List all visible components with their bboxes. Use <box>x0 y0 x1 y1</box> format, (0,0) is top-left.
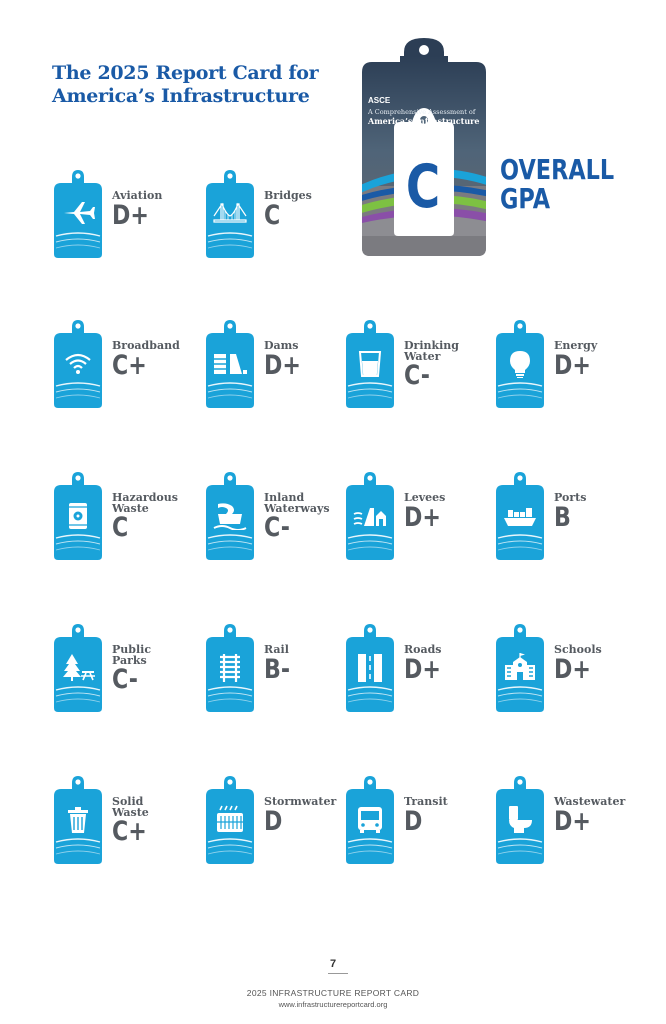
category-bridges <box>204 168 344 264</box>
tree-picnic-icon <box>60 652 96 682</box>
category-tag <box>52 774 104 866</box>
category-name: Solid Waste <box>112 795 149 819</box>
bus-icon <box>352 804 388 834</box>
boat-icon <box>212 500 248 530</box>
bridge-icon <box>212 198 248 228</box>
category-tag <box>494 470 546 562</box>
category-grade: D+ <box>264 350 301 381</box>
airplane-icon <box>60 198 96 228</box>
category-ports <box>494 470 634 566</box>
category-name: Public Parks <box>112 643 152 667</box>
category-grade: D+ <box>554 806 591 837</box>
category-rail <box>204 622 344 718</box>
page-title <box>52 62 318 108</box>
category-inland-waterways <box>204 470 344 566</box>
category-tag <box>204 470 256 562</box>
overall-grade: C <box>405 152 441 222</box>
category-tag <box>344 774 396 866</box>
category-grade: D <box>404 806 423 837</box>
footer-title: 2025 INFRASTRUCTURE REPORT CARD <box>246 988 420 998</box>
category-grade: C <box>112 512 129 543</box>
category-grade: C- <box>404 360 430 391</box>
category-tag <box>52 168 104 260</box>
category-name: Dams <box>264 339 299 352</box>
footer-url: www.infrastructurereportcard.org <box>278 1000 388 1009</box>
category-tag <box>204 318 256 410</box>
category-name: Aviation <box>112 189 163 202</box>
category-dams <box>204 318 344 414</box>
category-tag <box>344 470 396 562</box>
asce-logo: ASCE <box>368 96 391 105</box>
category-grade: D+ <box>112 200 149 231</box>
category-name: Energy <box>554 339 598 352</box>
category-grade: D+ <box>554 654 591 685</box>
category-name: Hazardous Waste <box>112 491 178 515</box>
category-wastewater <box>494 774 634 870</box>
category-name: Schools <box>554 643 602 656</box>
category-levees <box>344 470 484 566</box>
category-name: Inland Waterways <box>264 491 330 515</box>
overall-gpa-label <box>500 155 614 213</box>
trash-can-icon <box>60 804 96 834</box>
hazard-barrel-icon <box>60 500 96 530</box>
category-grade: C <box>264 200 281 231</box>
category-tag <box>494 622 546 714</box>
category-name: Stormwater <box>264 795 337 808</box>
category-solid-waste <box>52 774 192 870</box>
report-card-cover <box>358 36 490 258</box>
rail-track-icon <box>212 652 248 682</box>
category-name: Levees <box>404 491 446 504</box>
category-drinking-water <box>344 318 484 414</box>
category-tag <box>204 622 256 714</box>
dam-icon <box>212 348 248 378</box>
category-grade: B <box>554 502 571 533</box>
title-line-2: America’s Infrastructure <box>52 85 310 107</box>
road-icon <box>352 652 388 682</box>
category-stormwater <box>204 774 344 870</box>
category-name: Bridges <box>264 189 312 202</box>
category-grade: C- <box>264 512 290 543</box>
category-name: Broadband <box>112 339 180 352</box>
category-name: Rail <box>264 643 289 656</box>
category-name: Transit <box>404 795 448 808</box>
category-name: Roads <box>404 643 442 656</box>
category-energy <box>494 318 634 414</box>
category-name: Wastewater <box>554 795 626 808</box>
category-tag <box>494 774 546 866</box>
category-tag <box>52 622 104 714</box>
wifi-icon <box>60 348 96 378</box>
school-icon <box>502 652 538 682</box>
category-aviation <box>52 168 192 264</box>
overall-gpa-line-2: GPA <box>500 182 551 215</box>
category-tag <box>52 470 104 562</box>
category-tag <box>344 622 396 714</box>
category-name: Ports <box>554 491 587 504</box>
category-grade: B- <box>264 654 291 685</box>
category-public-parks <box>52 622 192 718</box>
cargo-ship-icon <box>502 500 538 530</box>
category-name: Drinking Water <box>404 339 459 363</box>
category-grade: D+ <box>404 502 441 533</box>
category-schools <box>494 622 634 718</box>
category-broadband <box>52 318 192 414</box>
levee-icon <box>352 500 388 530</box>
category-grade: C+ <box>112 350 147 381</box>
category-grade: C- <box>112 664 138 695</box>
category-tag <box>204 168 256 260</box>
category-grade: D+ <box>404 654 441 685</box>
page-number: 7 <box>329 958 337 970</box>
cover-subtitle: A Comprehensive Assessment of <box>368 108 476 116</box>
category-grade: D <box>264 806 283 837</box>
overall-gpa-line-1: OVERALL <box>500 153 615 186</box>
category-grade: D+ <box>554 350 591 381</box>
page-number-rule <box>328 973 348 974</box>
category-hazardous-waste <box>52 470 192 566</box>
category-roads <box>344 622 484 718</box>
toilet-icon <box>502 804 538 834</box>
category-tag <box>344 318 396 410</box>
cover-subtitle-2: America’s Infrastructure <box>368 116 480 126</box>
category-grade: C+ <box>112 816 147 847</box>
category-tag <box>494 318 546 410</box>
rain-drain-icon <box>212 804 248 834</box>
category-tag <box>204 774 256 866</box>
water-glass-icon <box>352 348 388 378</box>
category-tag <box>52 318 104 410</box>
title-line-1: The 2025 Report Card for <box>52 62 319 84</box>
lightbulb-icon <box>502 348 538 378</box>
category-transit <box>344 774 484 870</box>
